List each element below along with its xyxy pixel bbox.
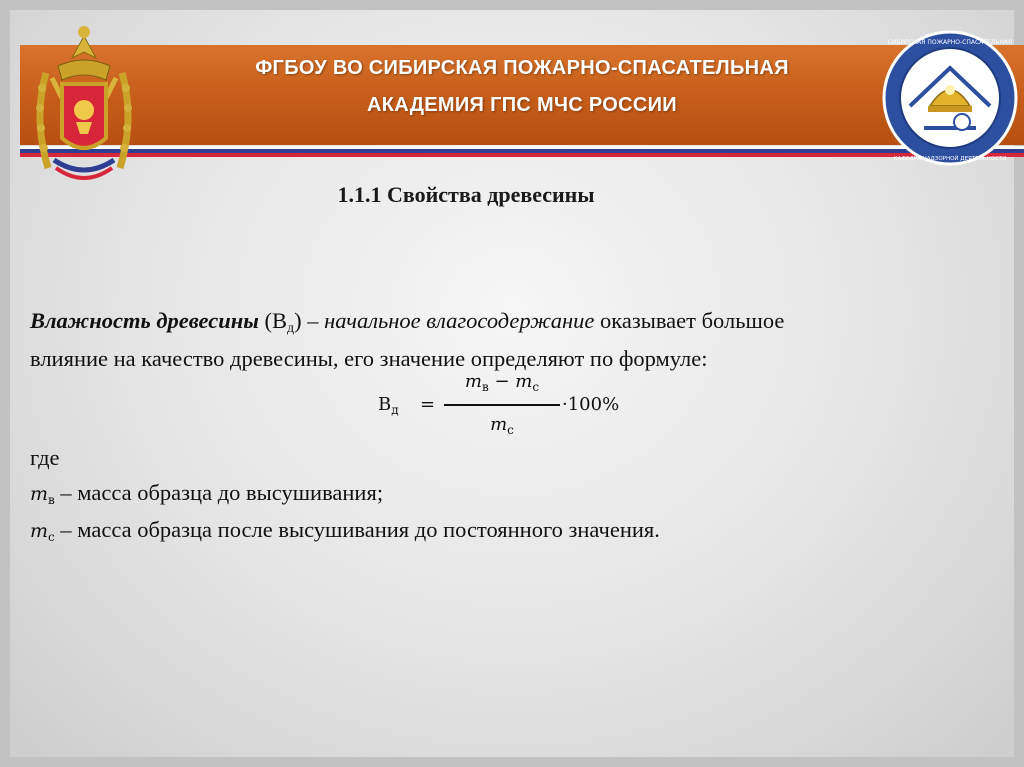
- definition-2: [30, 512, 990, 549]
- italic-phrase: начальное влагосодержание: [324, 308, 595, 333]
- where-label: где: [30, 445, 60, 470]
- fraction-bar: [444, 404, 560, 406]
- moisture-formula: [340, 370, 700, 442]
- emblem-ring-text-bottom: КАФЕДРА НАДЗОРНОЙ ДЕЯТЕЛЬНОСТИ: [893, 156, 1007, 162]
- def2-symbol-letter: m: [30, 520, 49, 542]
- formula-numerator: [444, 371, 560, 392]
- formula-lhs-subscript: д: [391, 403, 399, 417]
- section-heading: 1.1.1 Свойства древесины: [337, 182, 595, 207]
- definitions: [30, 440, 990, 549]
- numerator-minus: −: [488, 371, 516, 392]
- line1-rest: оказывает большое: [594, 308, 785, 333]
- numerator-a: m: [464, 371, 482, 392]
- emblem-ring-text: СИБИРСКАЯ ПОЖАРНО-СПАСАТЕЛЬНАЯ: [887, 39, 1013, 46]
- numerator-b-sub: с: [532, 380, 540, 394]
- definition-paragraph: [30, 302, 990, 378]
- def1-symbol-letter: m: [30, 483, 49, 505]
- numerator-b: m: [515, 371, 533, 392]
- symbol-subscript: д: [286, 321, 295, 336]
- symbol-open: (В: [258, 308, 287, 333]
- formula-equals: =: [420, 394, 436, 415]
- formula-lhs-symbol: В: [378, 394, 392, 415]
- formula-denominator: [444, 414, 560, 435]
- header-title: [160, 50, 884, 124]
- denominator-sub: с: [507, 423, 514, 437]
- mchs-coat-of-arms-icon: [28, 18, 140, 196]
- def1-symbol-sub: в: [48, 493, 55, 507]
- def1-symbol: [30, 483, 55, 505]
- denominator: m: [490, 414, 508, 435]
- symbol-close: ) –: [294, 308, 325, 333]
- term: Влажность древесины: [30, 308, 259, 333]
- header-title-line2: АКАДЕМИЯ ГПС МЧС РОССИИ: [367, 94, 677, 116]
- def2-symbol-sub: с: [48, 530, 55, 544]
- definition-1: [30, 475, 990, 512]
- paragraph-line1: [30, 302, 990, 340]
- tricolor-stripe-red: [20, 153, 1024, 157]
- header-title-line1: ФГБОУ ВО СИБИРСКАЯ ПОЖАРНО-СПАСАТЕЛЬНАЯ: [255, 57, 789, 79]
- def1-text: – масса образца до высушивания;: [54, 480, 384, 505]
- paragraph-line2: влияние на качество древесины, его значение определяют по формуле:: [30, 346, 708, 371]
- academy-department-emblem-icon: [880, 28, 1020, 168]
- def2-text: – масса образца после высушивания до постоянного значения.: [54, 517, 660, 542]
- def2-symbol: [30, 520, 55, 542]
- numerator-a-sub: в: [481, 380, 489, 394]
- formula-lhs: [378, 394, 399, 415]
- formula-multiplier: ·100%: [562, 394, 620, 415]
